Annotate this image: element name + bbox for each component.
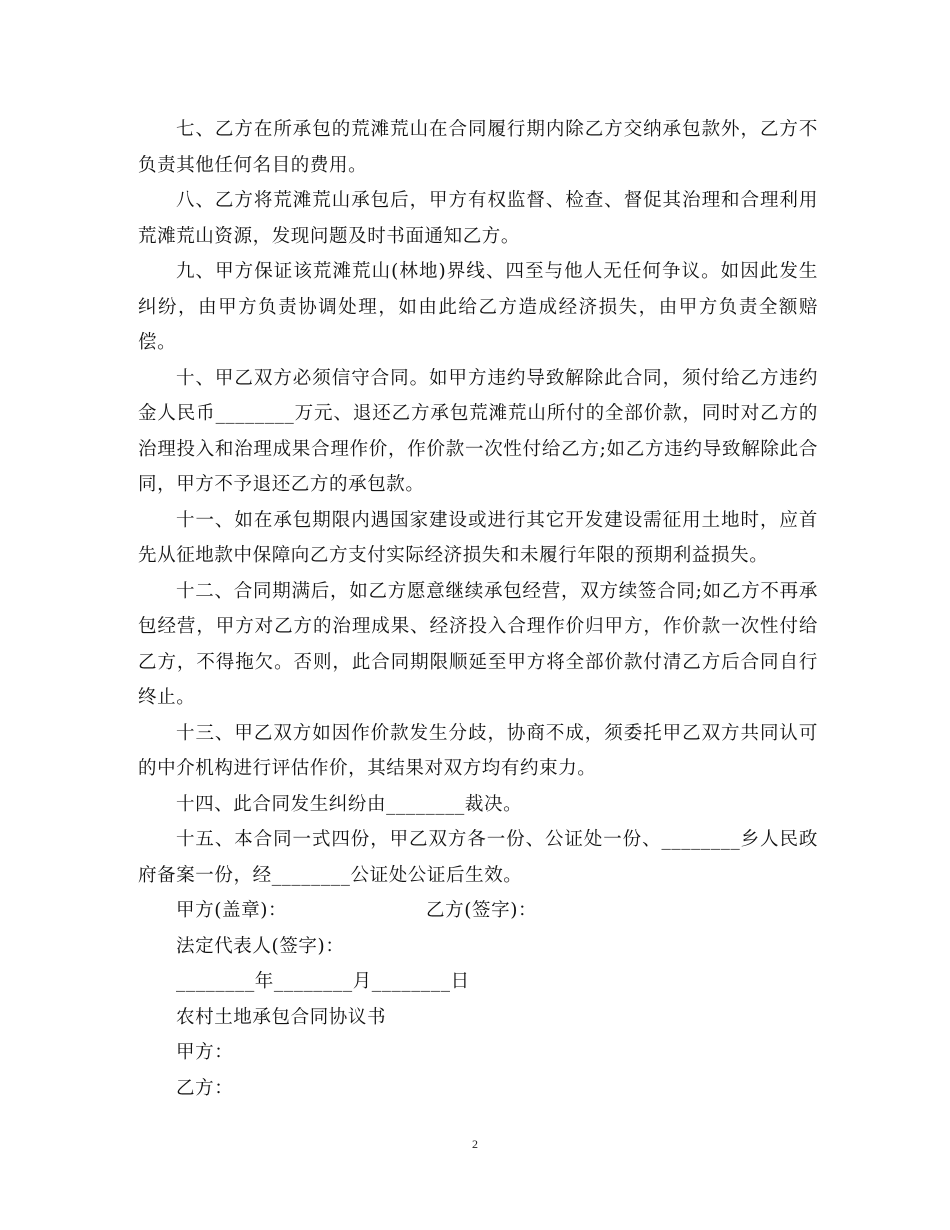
party-a-seal-label: 甲方(盖章)：: [176, 900, 288, 921]
next-party-a-label: 甲方：: [176, 1042, 234, 1063]
clause-8: 八、乙方将荒滩荒山承包后，甲方有权监督、检查、督促其治理和合理利用荒滩荒山资源，发现问题及时书面通知乙方。: [138, 190, 818, 247]
party-b-signature-label: 乙方(签字)：: [426, 900, 538, 921]
next-contract-title: 农村土地承包合同协议书: [176, 1006, 387, 1028]
clause-11: 十一、如在承包期限内遇国家建设或进行其它开发建设需征用土地时，应首先从征地款中保障向乙方支付实际经济损失和未履行年限的预期利益损失。: [138, 509, 818, 566]
signature-row: [138, 893, 818, 929]
clause-15: 十五、本合同一式四份，甲乙双方各一份、公证处一份、________乡人民政府备案一份，经________公证处公证后生效。: [138, 829, 818, 886]
page-number: 2: [472, 1137, 478, 1151]
clause-14: 十四、此合同发生纠纷由________裁决。: [176, 793, 523, 815]
clause-13: 十三、甲乙双方如因作价款发生分歧，协商不成，须委托甲乙双方共同认可的中介机构进行评估作价，其结果对双方均有约束力。: [138, 722, 818, 779]
clause-7: 七、乙方在所承包的荒滩荒山在合同履行期内除乙方交纳承包款外，乙方不负责其他任何名目的费用。: [138, 119, 818, 176]
clause-12: 十二、合同期满后，如乙方愿意继续承包经营，双方续签合同;如乙方不再承包经营，甲方对乙方的治理成果、经济投入合理作价归甲方，作价款一次性付给乙方，不得拖欠。否则，此合同期限顺延至甲方将全部价款付清乙方后合同自行终止。: [138, 580, 818, 708]
document-body: [138, 112, 818, 1106]
next-party-b-label: 乙方：: [176, 1077, 234, 1099]
legal-representative-label: 法定代表人(签字)：: [176, 935, 345, 957]
clause-9: 九、甲方保证该荒滩荒山(林地)界线、四至与他人无任何争议。如因此发生纠纷，由甲方负责协调处理，如由此给乙方造成经济损失，由甲方负责全额赔偿。: [138, 261, 818, 353]
clause-10: 十、甲乙双方必须信守合同。如甲方违约导致解除此合同，须付给乙方违约金人民币________万元、退还乙方承包荒滩荒山所付的全部价款，同时对乙方的治理投入和治理成果合理作价，作价款一次性付给乙方;如乙方违约导致解除此合同，甲方不予退还乙方的承包款。: [138, 367, 818, 495]
date-line: ________年________月________日: [176, 971, 470, 992]
